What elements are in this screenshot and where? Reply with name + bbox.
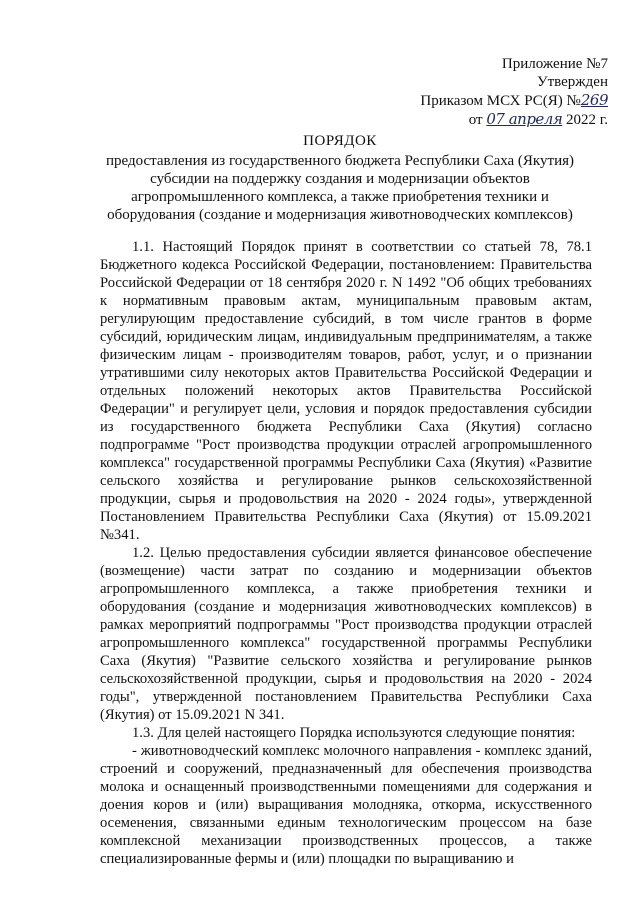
date-handwritten: 07 апреля [486, 110, 563, 128]
paragraph-1-2: 1.2. Целью предоставления субсидии является финансовое обеспечение (возмещение) части затрат по созданию и модернизации объектов агропромышленного комплекса, а также приобретения техники и оборудования (создание и модернизация животноводческих комплексов) в рамках мероприятий подпрограммы "Рост производства продукции отраслей агропромышленного комплекса" государственной программы Республики Саха (Якутия) "Развитие сельского хозяйства и регулирование рынков сельскохозяйственной продукции, сырья и продовольствия на 2020 - 2024 годы", утвержденной постановлением Правительства Республики Саха (Якутия) от 15.09.2021 N 341. [100, 545, 592, 723]
title-subtitle: предоставления из государственного бюджета Республики Саха (Якутия) субсидии на поддержку создания и модернизации объектов агропромышленного комплекса, а также приобретения техники и оборудования (создание и модернизация животноводческих комплексов) [106, 153, 574, 223]
order-prefix: Приказом МСХ РС(Я) № [420, 93, 581, 109]
order-number-handwritten: 269 [580, 91, 608, 109]
approval-header [348, 55, 608, 129]
date-line [348, 110, 608, 129]
paragraph-1-1: 1.1. Настоящий Порядок принят в соответствии со статьей 78, 78.1 Бюджетного кодекса Российской Федерации, постановлением: Правительства Российской Федерации от 18 сентября 2020 г. N 1492 "Об общих требованиях к нормативным правовым актам, муниципальным правовым актам, регулирующим предоставление субсидий, в том числе грантов в форме субсидий, юридическим лицам, индивидуальным предпринимателям, а также физическим лицам - производителям товаров, работ, услуг, и о признании утратившими силу некоторых актов Правительства Российской Федерации и отдельных положений некоторых актов Правительства Российской Федерации" и регулирует цели, условия и порядок предоставления субсидии из государственного бюджета Республики Саха (Якутия) согласно подпрограмме "Рост производства продукции отраслей агропромышленного комплекса" государственной программы Республики Саха (Якутия) «Развитие сельского хозяйства и регулирование рынков сельскохозяйственной продукции, сырья и продовольствия на 2020 - 2024 годы», утвержденной Постановлением Правительства Республики Саха (Якутия) от 15.09.2021 №341. [100, 239, 592, 543]
approved-label: Утвержден [536, 74, 608, 90]
date-prefix: от [468, 112, 483, 128]
date-year: 2022 г. [566, 112, 608, 128]
document-body [100, 238, 592, 868]
title-main: ПОРЯДОК [303, 133, 377, 149]
order-line [348, 91, 608, 110]
paragraph-1-3: 1.3. Для целей настоящего Порядка используются следующие понятия: [132, 725, 576, 741]
paragraph-definition: - животноводческий комплекс молочного направления - комплекс зданий, строений и сооружений, предназначенный для обеспечения производства молока и оснащенный производственными помещениями для содержания и доения коров и (или) выращивания молодняка, откорма, искусственного осеменения, связанными единым технологическим процессом на базе комплексной механизации производственных процессов, а также специализированные фермы и (или) площадки по выращиванию и [100, 743, 592, 867]
document-title [100, 132, 580, 224]
appendix-label: Приложение №7 [501, 56, 608, 72]
